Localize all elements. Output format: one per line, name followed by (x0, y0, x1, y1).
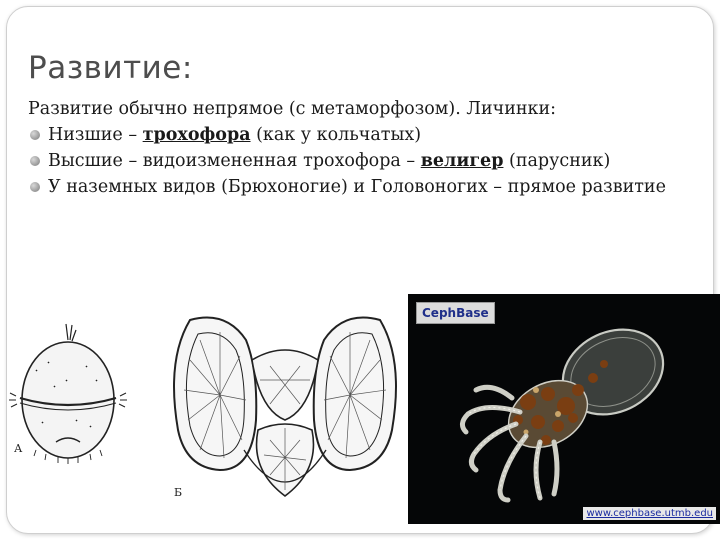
cephbase-logo: CephBase (416, 302, 495, 324)
slide-title: Развитие: (28, 50, 193, 86)
bullet-icon (30, 156, 40, 166)
bullet-icon (30, 182, 40, 192)
bullet-text-after: (парусник) (503, 151, 611, 171)
veliger-label: Б (174, 486, 183, 499)
term-trochophore: трохофора (142, 125, 251, 145)
intro-text: Развитие обычно непрямое (с метаморфозом). Личинки: (28, 99, 557, 119)
trochophore-drawing (6, 310, 136, 500)
bullet-direct (28, 174, 688, 200)
bullet-higher (28, 148, 688, 174)
cephalopod-photo (408, 294, 720, 524)
bullet-list (28, 122, 688, 200)
paralarva-illustration (408, 294, 720, 524)
bullet-icon (30, 130, 40, 140)
veliger-drawing (160, 300, 410, 510)
bullet-text: У наземных видов (Брюхоногие) и Головоногих – прямое развитие (48, 177, 666, 197)
slide-body (28, 96, 688, 200)
bullet-lower (28, 122, 688, 148)
bullet-text-before: Высшие – видоизмененная трохофора – (48, 151, 421, 171)
bullet-text-after: (как у кольчатых) (250, 125, 422, 145)
bullet-text-before: Низшие – (48, 125, 143, 145)
cephbase-url-link[interactable]: www.cephbase.utmb.edu (583, 507, 716, 520)
term-veliger: велигер (420, 151, 504, 171)
trochophore-label: А (14, 442, 23, 455)
